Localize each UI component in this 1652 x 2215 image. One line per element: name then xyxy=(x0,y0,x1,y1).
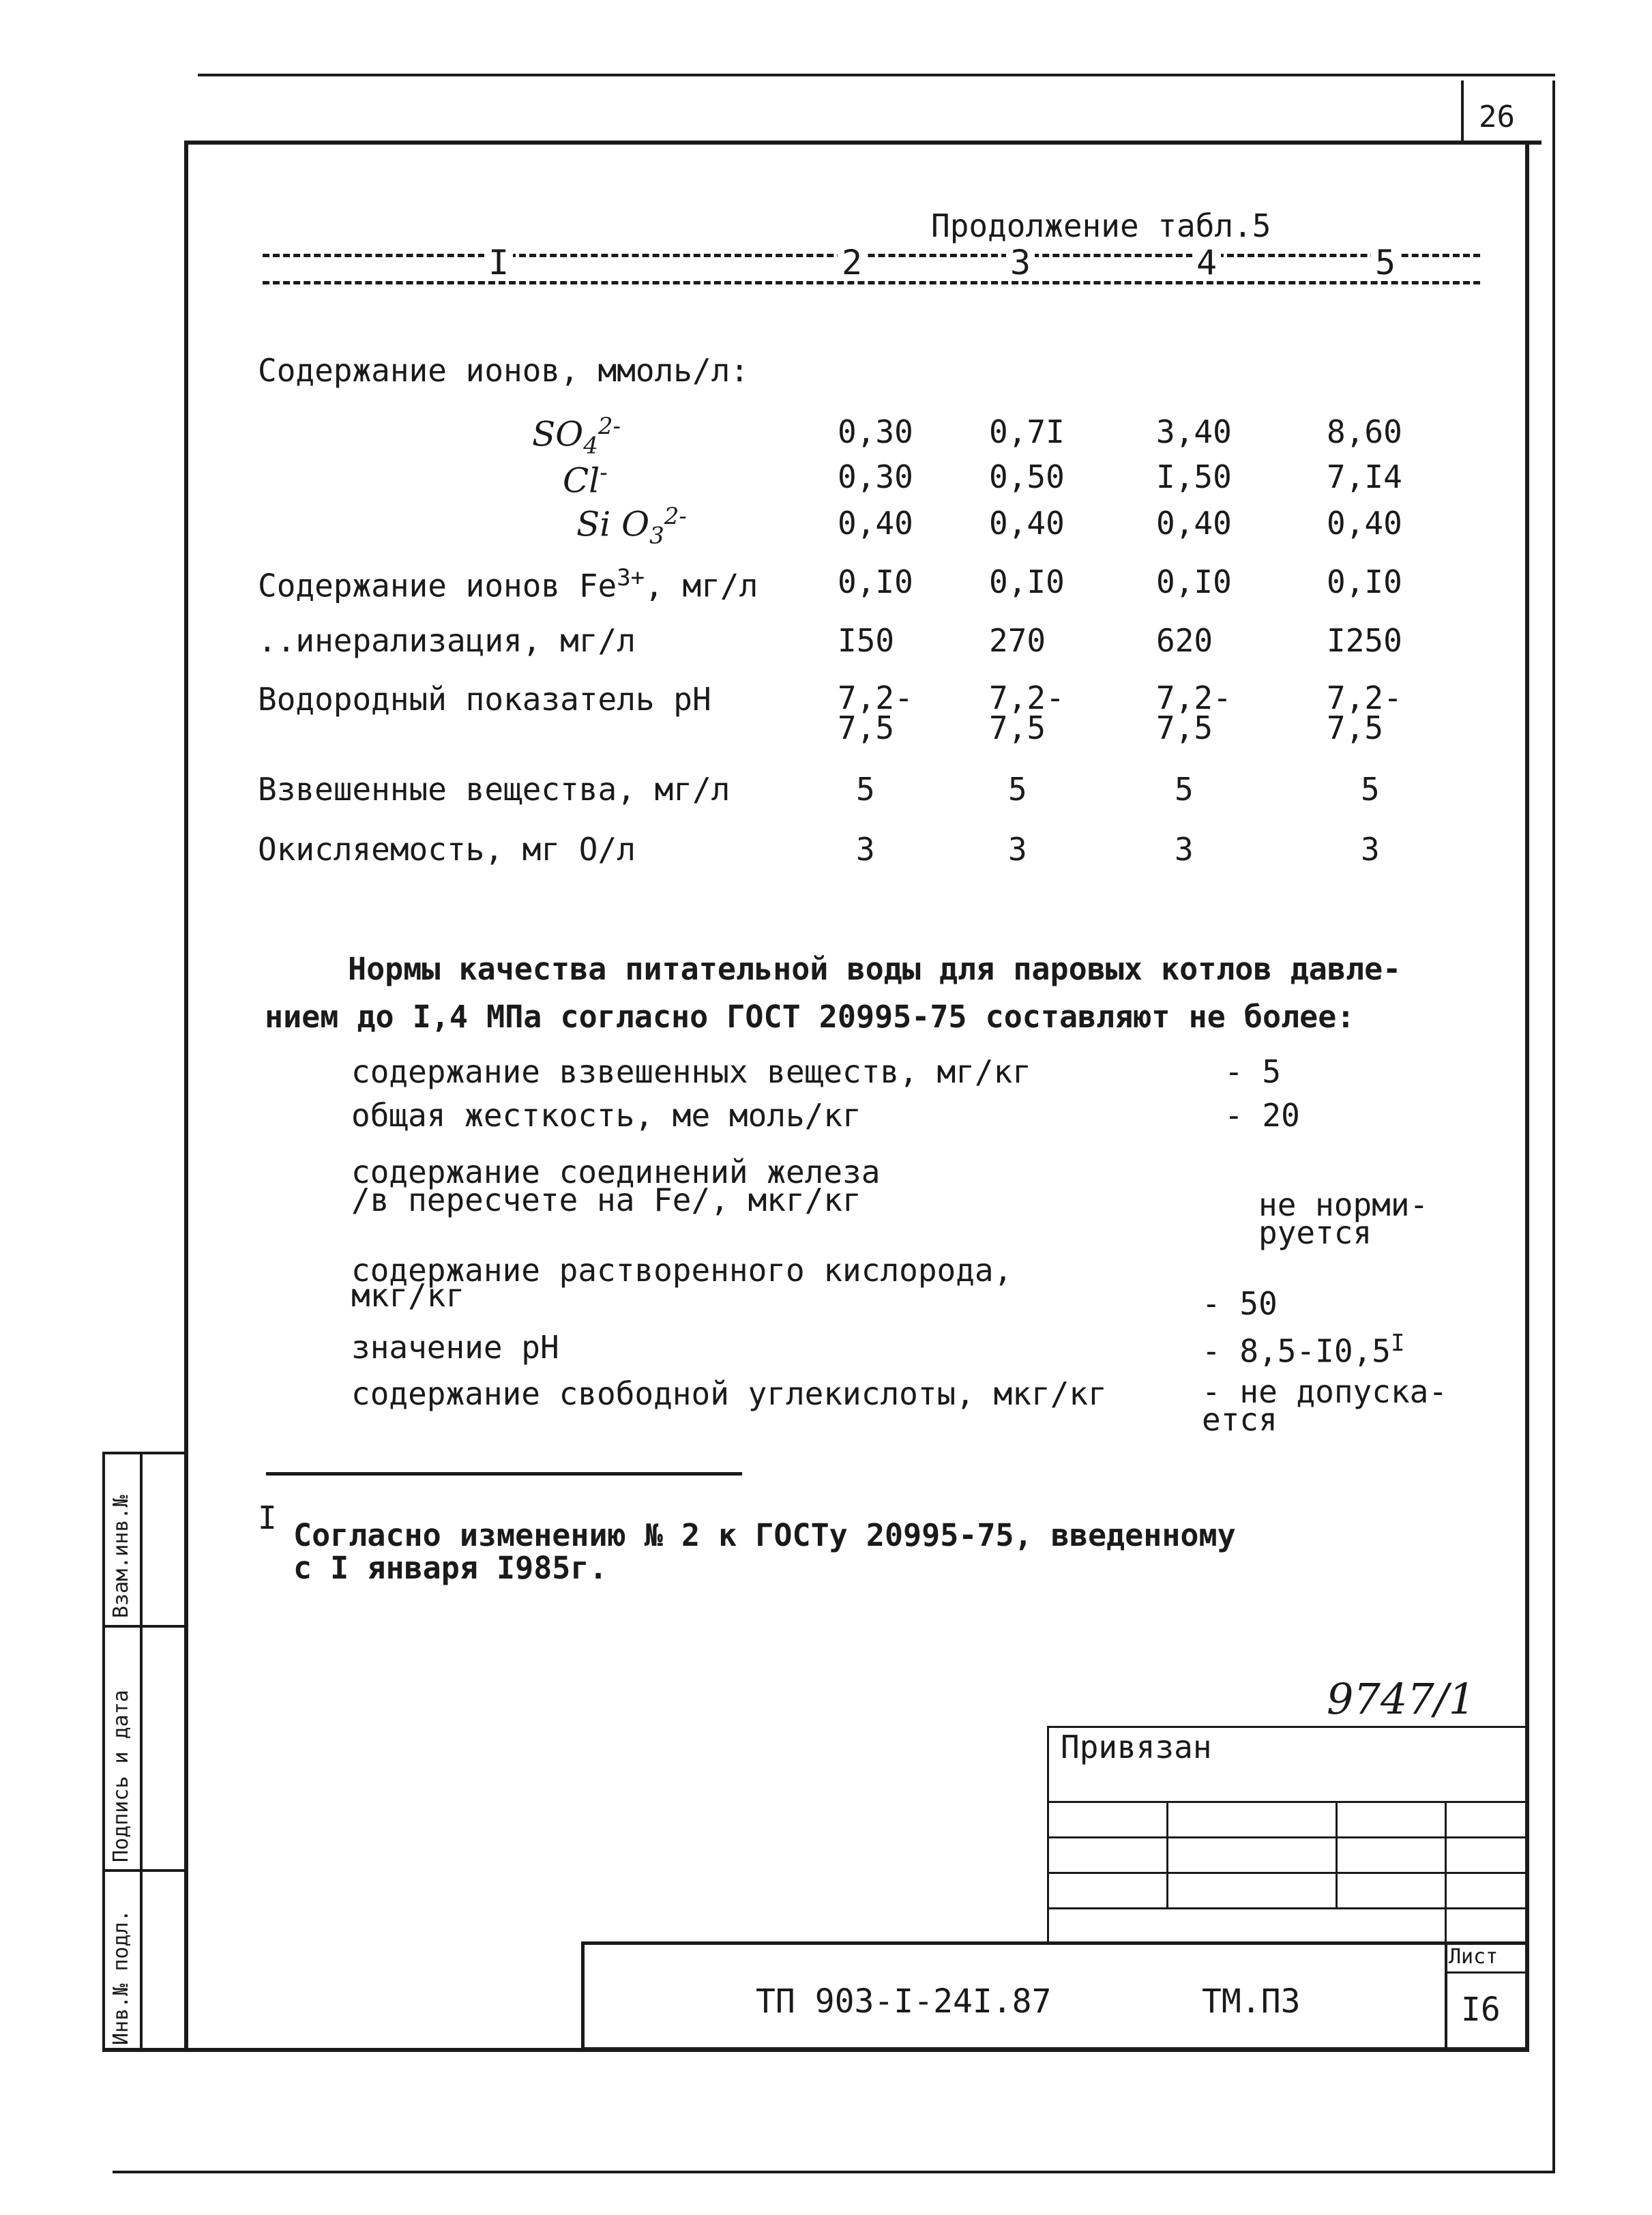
handwritten-number: 9747/1 xyxy=(1327,1674,1476,1724)
norm-value-5: - $8,5-I0,5^I$ xyxy=(1202,1330,1405,1370)
row-oxid-value-4: 3 xyxy=(1361,831,1380,868)
top-outer-line xyxy=(198,74,1555,76)
ions-heading: Содержание ионов, ммоль/л: xyxy=(258,352,750,389)
col-header-2: 2 xyxy=(838,246,866,280)
stamp-label: Привязан xyxy=(1061,1729,1212,1765)
row-ph-value-1: 7,2- 7,5 xyxy=(838,679,913,746)
side-col-inner xyxy=(140,1453,143,2052)
page-number-box-left xyxy=(1461,80,1464,143)
ion-sio3-value-2: 0,40 xyxy=(989,505,1065,542)
row-ph-label: Водородный показатель pH xyxy=(258,681,711,718)
row-suspended-label: Взвешенные вещества, мг/л xyxy=(258,771,731,808)
footnote-line-2: с I января I985г. xyxy=(293,1550,608,1586)
norm-label-3: содержание соединений железа /в пересчете на Fe/, мкг/кг xyxy=(351,1154,881,1219)
stamp-row-line-1 xyxy=(1047,1801,1529,1803)
norm-value-1: - 5 xyxy=(1224,1053,1282,1090)
side-label-signature: Подпись и дата xyxy=(109,1690,133,1862)
norm-label-6: содержание свободной углекислоты, мкг/кг xyxy=(351,1375,1107,1412)
ion-sio3-value-3: 0,40 xyxy=(1156,505,1232,542)
ion-so4-value-1: 0,30 xyxy=(838,413,913,450)
sheet-box-left xyxy=(1445,1941,1447,2051)
footnote-mark: I xyxy=(258,1499,277,1536)
norm-label-4: содержание растворенного кислорода, мкг/кг xyxy=(351,1252,1013,1314)
doc-code: ТП 903-I-24I.87 xyxy=(756,1982,1052,2021)
norms-intro-line-1: Нормы качества питательной воды для паровых котлов давле- xyxy=(348,951,1402,987)
row-oxid-label: Окисляемость, мг O/л xyxy=(258,831,636,868)
side-col-div-1 xyxy=(102,1625,187,1628)
doc-section: ТМ.ПЗ xyxy=(1202,1982,1301,2021)
side-col-top xyxy=(102,1452,187,1454)
ion-cl-value-4: 7,I4 xyxy=(1327,458,1402,495)
row-fe-label: Содержание ионов $Fe^{3+}$, мг/л xyxy=(258,564,758,604)
norm-label-1: содержание взвешенных веществ, мг/кг xyxy=(351,1053,1031,1090)
side-col-outer xyxy=(102,1453,105,2052)
stamp-row-line-3 xyxy=(1047,1872,1529,1874)
stamp-row-line-2 xyxy=(1047,1836,1529,1838)
ion-label-so4: $SO_4^{2-}$ xyxy=(532,413,621,460)
row-oxid-value-3: 3 xyxy=(1175,831,1194,868)
ion-label-sio3: Si $O_3^{2-}$ xyxy=(576,503,687,550)
norm-label-2: общая жесткость, ме моль/кг xyxy=(351,1097,861,1134)
ion-sio3-value-4: 0,40 xyxy=(1327,505,1402,542)
row-ph-value-4: 7,2- 7,5 xyxy=(1327,679,1402,746)
sheet-box-divider xyxy=(1445,1971,1529,1974)
row-fe-value-1: 0,I0 xyxy=(838,563,913,600)
col-header-3: 3 xyxy=(1006,246,1035,280)
ion-so4-value-4: 8,60 xyxy=(1327,413,1402,450)
sheet-label: Лист xyxy=(1449,1945,1499,1969)
ion-cl-value-2: 0,50 xyxy=(989,458,1065,495)
row-oxid-value-1: 3 xyxy=(856,831,875,868)
norm-value-2: - 20 xyxy=(1224,1097,1300,1134)
header-dashes-2 xyxy=(263,281,1480,284)
row-suspended-value-4: 5 xyxy=(1361,771,1380,808)
row-mineral-value-4: I250 xyxy=(1327,622,1402,659)
ion-label-cl: Cl- xyxy=(563,459,608,501)
row-mineral-value-2: 270 xyxy=(989,622,1046,659)
row-ph-value-3: 7,2- 7,5 xyxy=(1156,679,1232,746)
stamp-row-line-4 xyxy=(1047,1907,1529,1909)
row-oxid-value-2: 3 xyxy=(1008,831,1027,868)
row-suspended-value-2: 5 xyxy=(1008,771,1027,808)
footnote-rule xyxy=(266,1472,742,1476)
ion-cl-value-1: 0,30 xyxy=(838,458,913,495)
outer-right-line xyxy=(1552,80,1555,2172)
norms-intro-line-2: нием до I,4 МПа согласно ГОСТ 20995-75 составляют не более: xyxy=(265,999,1355,1035)
row-suspended-value-3: 5 xyxy=(1175,771,1194,808)
ion-sio3-value-1: 0,40 xyxy=(838,505,913,542)
row-ph-value-2: 7,2- 7,5 xyxy=(989,679,1065,746)
stamp-col-line-3 xyxy=(1445,1801,1447,1944)
side-col-div-2 xyxy=(102,1869,187,1872)
col-header-1: I xyxy=(484,246,513,280)
footnote-line-1: Согласно изменению № 2 к ГОСТу 20995-75, введенному xyxy=(293,1517,1236,1553)
norm-value-4: - 50 xyxy=(1202,1285,1278,1322)
title-block xyxy=(581,1941,1529,2051)
row-mineral-label: ..инерализация, мг/л xyxy=(258,622,636,659)
col-header-4: 4 xyxy=(1192,246,1221,280)
header-dashes-1 xyxy=(263,254,1480,257)
stamp-col-line-2 xyxy=(1336,1801,1338,1907)
norm-value-3: не норми- руется xyxy=(1258,1186,1429,1252)
outer-bottom-line xyxy=(113,2171,1555,2173)
row-mineral-value-3: 620 xyxy=(1156,622,1213,659)
row-fe-value-2: 0,I0 xyxy=(989,563,1065,600)
sheet-number: I6 xyxy=(1461,1991,1501,2029)
side-label-inventory: Инв.№ подл. xyxy=(109,1909,133,2045)
row-mineral-value-1: I50 xyxy=(838,622,895,659)
page-number: 26 xyxy=(1479,100,1515,134)
norm-label-5: значение pH xyxy=(351,1329,559,1366)
row-suspended-value-1: 5 xyxy=(856,771,875,808)
ion-so4-value-3: 3,40 xyxy=(1156,413,1232,450)
col-header-5: 5 xyxy=(1371,246,1400,280)
frame-top xyxy=(184,141,1542,145)
stamp-col-line-1 xyxy=(1166,1801,1168,1907)
norm-value-6: - не допуска- ется xyxy=(1202,1373,1448,1439)
row-fe-value-3: 0,I0 xyxy=(1156,563,1232,600)
table-caption: Продолжение табл.5 xyxy=(931,207,1271,244)
ion-cl-value-3: I,50 xyxy=(1156,458,1232,495)
side-label-replace: Взам.инв.№ xyxy=(109,1495,133,1618)
ion-so4-value-2: 0,7I xyxy=(989,413,1065,450)
frame-left xyxy=(184,141,188,2051)
row-fe-value-4: 0,I0 xyxy=(1327,563,1402,600)
